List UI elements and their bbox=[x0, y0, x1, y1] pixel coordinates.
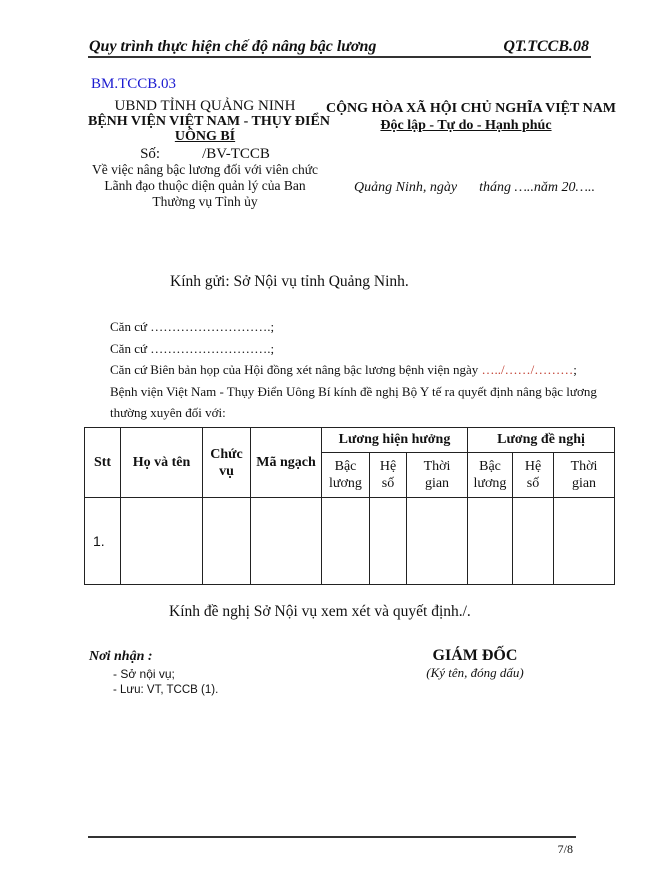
closing-line: Kính đề nghị Sở Nội vụ xem xét và quyết định./. bbox=[169, 603, 471, 620]
distribution-item: - Sở nội vụ; bbox=[113, 667, 175, 681]
signature-title: GIÁM ĐỐC bbox=[432, 647, 518, 664]
basis-line-2: Căn cứ ……………………….; bbox=[110, 340, 275, 356]
date-month-blank: …… bbox=[504, 362, 531, 377]
date-year-blank: ……… bbox=[534, 362, 574, 377]
distribution-label: Nơi nhận : bbox=[89, 649, 153, 664]
subject-line-3: Thường vụ Tỉnh ủy bbox=[152, 194, 258, 209]
cell-current-level[interactable] bbox=[322, 498, 370, 585]
distribution-list bbox=[113, 666, 218, 698]
page-number: 7/8 bbox=[557, 842, 573, 856]
col-header-proposed-level: Bậc lương bbox=[468, 453, 513, 498]
table-header-row bbox=[85, 428, 615, 453]
request-line-1: Bệnh viện Việt Nam - Thụy Điển Uông Bí kính đề nghị Bộ Y tế ra quyết định nâng bậc lương bbox=[110, 383, 597, 399]
document-header-title: Quy trình thực hiện chế độ nâng bậc lương bbox=[89, 38, 377, 55]
subject-line-1: Về việc nâng bậc lương đối với viên chức bbox=[91, 162, 319, 177]
date-slash: / bbox=[530, 362, 535, 377]
signature-note: (Ký tên, đóng dấu) bbox=[426, 665, 524, 680]
cell-current-time[interactable] bbox=[407, 498, 468, 585]
document-header-code: QT.TCCB.08 bbox=[503, 38, 589, 55]
salary-table bbox=[84, 427, 615, 585]
col-header-proposed-time: Thời gian bbox=[554, 453, 615, 498]
cell-proposed-coef[interactable] bbox=[513, 498, 554, 585]
form-code: BM.TCCB.03 bbox=[91, 76, 177, 92]
col-header-proposed-coef: Hệ số bbox=[513, 453, 554, 498]
cell-name[interactable] bbox=[121, 498, 203, 585]
col-group-current-salary: Lương hiện hưởng bbox=[322, 428, 468, 453]
cell-position[interactable] bbox=[203, 498, 251, 585]
cell-current-coef[interactable] bbox=[370, 498, 407, 585]
col-header-stt: Stt bbox=[85, 428, 121, 498]
basis-line-1: Căn cứ ……………………….; bbox=[110, 319, 275, 334]
col-header-current-coef: Hệ số bbox=[370, 453, 407, 498]
footer-divider bbox=[88, 836, 576, 838]
document-number-suffix: /BV-TCCB bbox=[202, 146, 270, 162]
date-day-blank: ….. bbox=[481, 362, 502, 377]
date-line bbox=[354, 180, 595, 196]
basis-line-3 bbox=[110, 359, 597, 381]
date-rest: tháng …..năm 20….. bbox=[479, 180, 595, 195]
national-title: CỘNG HÒA XÃ HỘI CHỦ NGHĨA VIỆT NAM bbox=[326, 101, 617, 116]
national-motto: Độc lập - Tự do - Hạnh phúc bbox=[380, 118, 552, 133]
basis-line-3-text: Căn cứ Biên bản họp của Hội đồng xét nâng bậc lương bệnh viện ngày bbox=[110, 362, 482, 377]
signature-block bbox=[410, 647, 540, 680]
issuer-authority: UBND TỈNH QUẢNG NINH bbox=[114, 98, 296, 114]
cell-proposed-time[interactable] bbox=[554, 498, 615, 585]
date-place: Quảng Ninh, ngày bbox=[354, 180, 458, 195]
issuer-block bbox=[88, 98, 330, 210]
document-number bbox=[88, 147, 322, 162]
col-header-grade-code: Mã ngạch bbox=[251, 428, 322, 498]
national-motto-block bbox=[326, 100, 617, 134]
cell-stt: 1. bbox=[85, 498, 121, 585]
recipient-line: Kính gửi: Sở Nội vụ tỉnh Quảng Ninh. bbox=[170, 273, 409, 290]
basis-line-3-end: ; bbox=[573, 362, 577, 377]
header-divider bbox=[88, 56, 591, 58]
col-header-current-time: Thời gian bbox=[407, 453, 468, 498]
table-row bbox=[85, 498, 615, 585]
body-text bbox=[110, 316, 597, 424]
col-header-name: Họ và tên bbox=[121, 428, 203, 498]
cell-grade-code[interactable] bbox=[251, 498, 322, 585]
request-line-2: thường xuyên đối với: bbox=[110, 405, 226, 420]
distribution-item: - Lưu: VT, TCCB (1). bbox=[113, 684, 219, 696]
issuer-name-cont: UÔNG BÍ bbox=[174, 129, 236, 144]
col-header-current-level: Bậc lương bbox=[322, 453, 370, 498]
col-header-position: Chức vụ bbox=[203, 428, 251, 498]
subject-line-2: Lãnh đạo thuộc diện quản lý của Ban bbox=[104, 178, 306, 193]
date-slash: / bbox=[501, 362, 505, 377]
cell-proposed-level[interactable] bbox=[468, 498, 513, 585]
col-group-proposed-salary: Lương đề nghị bbox=[468, 428, 615, 453]
issuer-name: BỆNH VIỆN VIỆT NAM - THỤY ĐIỂN bbox=[88, 114, 330, 129]
document-number-label: Số: bbox=[140, 146, 161, 162]
